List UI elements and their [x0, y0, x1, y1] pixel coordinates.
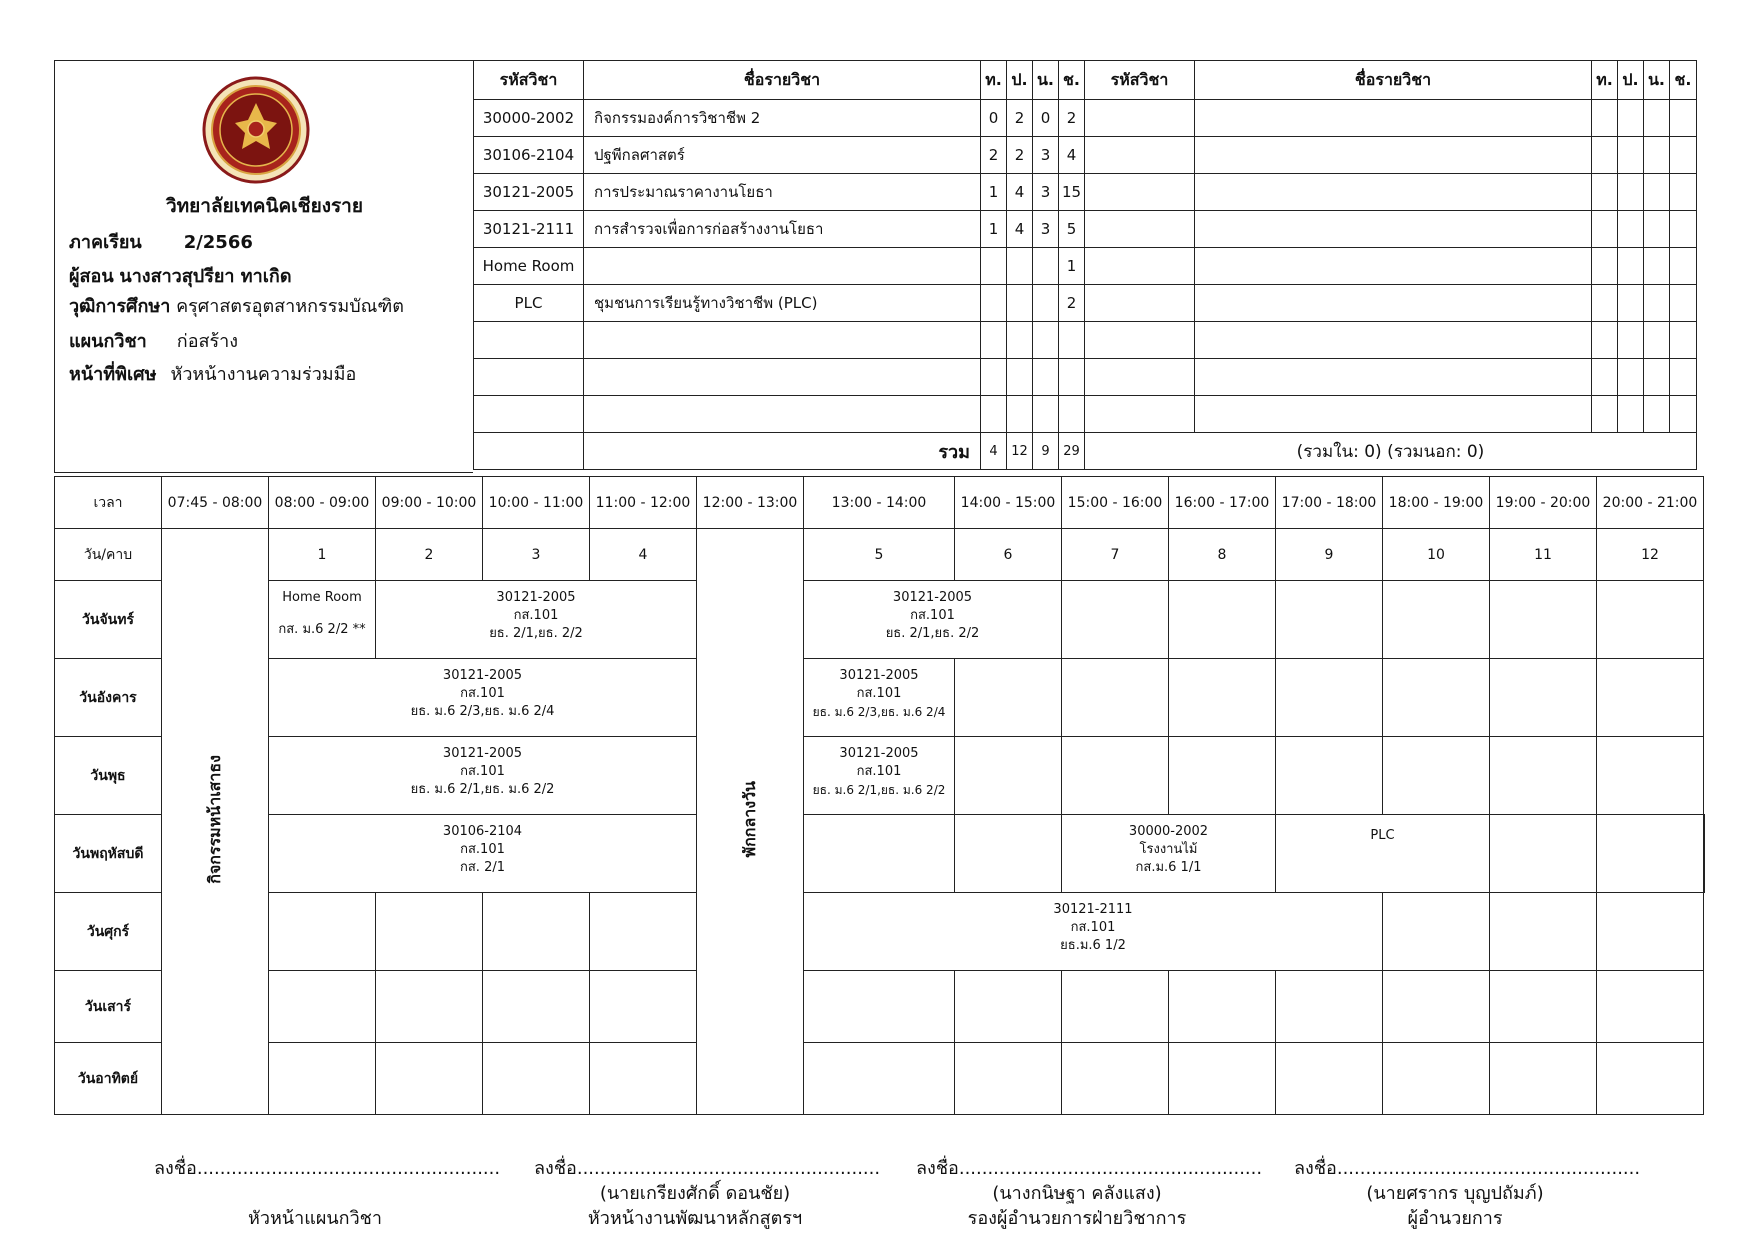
header-p-2: ป. [1618, 61, 1644, 100]
subject-c: 15 [1059, 174, 1085, 211]
period-number: 1 [269, 529, 376, 581]
day-label: วันพฤหัสบดี [55, 815, 162, 893]
period-number: 4 [590, 529, 697, 581]
time-slot: 17:00 - 18:00 [1276, 477, 1383, 529]
day-row-wednesday [55, 737, 1705, 815]
subject-name: การประมาณราคางานโยธา [584, 174, 981, 211]
time-slot: 08:00 - 09:00 [269, 477, 376, 529]
day-label: วันพุธ [55, 737, 162, 815]
total-note: (รวมใน: 0) (รวมนอก: 0) [1085, 433, 1697, 470]
lunch-break-column [697, 529, 804, 1115]
header-p: ป. [1007, 61, 1033, 100]
class-code: 30121-2111 [1053, 902, 1133, 917]
period-number: 11 [1490, 529, 1597, 581]
day-row-tuesday [55, 659, 1705, 737]
period-number: 2 [376, 529, 483, 581]
class-cell [804, 659, 955, 737]
day-label: วันจันทร์ [55, 581, 162, 659]
period-number: 5 [804, 529, 955, 581]
subject-code: 30000-2002 [474, 100, 584, 137]
day-label: วันอาทิตย์ [55, 1043, 162, 1115]
class-group: กส.ม.6 1/1 [1135, 860, 1202, 875]
subject-name: ปฐพีกลศาสตร์ [584, 137, 981, 174]
day-row-saturday [55, 971, 1705, 1043]
subject-row [474, 100, 1697, 137]
lunch-break-label: พักกลางวัน [740, 780, 759, 858]
subject-t: 0 [981, 100, 1007, 137]
class-group: กส. ม.6 2/2 ** [278, 622, 366, 637]
subject-n [1033, 285, 1059, 322]
subject-n: 3 [1033, 174, 1059, 211]
college-seal-icon [201, 75, 311, 185]
signature-block-dept-head [150, 1156, 501, 1231]
subject-p [1007, 285, 1033, 322]
time-slot: 07:45 - 08:00 [162, 477, 269, 529]
subject-t: 2 [981, 137, 1007, 174]
class-cell [269, 737, 697, 815]
period-label: วัน/คาบ [55, 529, 162, 581]
header-code-2: รหัสวิชา [1085, 61, 1195, 100]
class-cell [1276, 815, 1490, 893]
subject-row-empty [474, 359, 1697, 396]
time-slot: 10:00 - 11:00 [483, 477, 590, 529]
day-label: วันเสาร์ [55, 971, 162, 1043]
total-t: 4 [981, 433, 1007, 470]
class-room: โรงงานไม้ [1139, 842, 1198, 857]
subject-row [474, 137, 1697, 174]
class-room: กส.101 [910, 608, 955, 623]
day-label: วันอังคาร [55, 659, 162, 737]
signer-name: (นางกนิษฐา คลังแสง) [992, 1183, 1162, 1204]
subject-t [981, 285, 1007, 322]
teacher-info: ผู้สอน นางสาวสุปรียา ทาเกิด [69, 266, 292, 287]
class-code: 30121-2005 [892, 590, 973, 605]
signer-role: หัวหน้างานพัฒนาหลักสูตรฯ [587, 1208, 803, 1229]
day-row-friday [55, 893, 1705, 971]
subject-code: Home Room [474, 248, 584, 285]
teacher-info-panel [54, 60, 473, 473]
subject-name: กิจกรรมองค์การวิชาชีพ 2 [584, 100, 981, 137]
header-name-2: ชื่อรายวิชา [1195, 61, 1592, 100]
signature-block-director [1290, 1156, 1641, 1231]
subject-name [584, 248, 981, 285]
class-cell [269, 815, 697, 893]
subject-t: 1 [981, 174, 1007, 211]
subject-c: 2 [1059, 100, 1085, 137]
class-room: กส.101 [856, 764, 902, 779]
day-row-thursday [55, 815, 1705, 893]
class-group: ยธ.ม.6 1/2 [1060, 938, 1126, 953]
class-group: กส. 2/1 [460, 860, 505, 875]
header-c-2: ช. [1670, 61, 1697, 100]
class-room: กส.101 [513, 608, 559, 623]
time-label: เวลา [55, 477, 162, 529]
subject-c: 1 [1059, 248, 1085, 285]
class-cell [269, 659, 697, 737]
class-code: 30121-2005 [839, 668, 919, 683]
period-number: 10 [1383, 529, 1490, 581]
time-header-row [55, 477, 1705, 529]
class-group: ยธ. ม.6 2/1,ยธ. ม.6 2/2 [410, 782, 555, 797]
subject-c: 2 [1059, 285, 1085, 322]
class-cell [269, 581, 376, 659]
term-info: ภาคเรียน 2/2566 [69, 232, 253, 253]
subject-name: ชุมชนการเรียนรู้ทางวิชาชีพ (PLC) [584, 285, 981, 322]
signer-name: (นายศรากร บุญปถัมภ์) [1366, 1183, 1544, 1204]
header-n: น. [1033, 61, 1059, 100]
total-n: 9 [1033, 433, 1059, 470]
time-slot: 09:00 - 10:00 [376, 477, 483, 529]
subject-n: 3 [1033, 211, 1059, 248]
class-group: ยธ. ม.6 2/1,ยธ. ม.6 2/2 [812, 783, 946, 797]
subject-t: 1 [981, 211, 1007, 248]
subject-p [1007, 248, 1033, 285]
college-name: วิทยาลัยเทคนิคเชียงราย [165, 195, 363, 217]
signer-role: รองผู้อำนวยการฝ่ายวิชาการ [967, 1208, 1187, 1229]
subject-row [474, 174, 1697, 211]
subject-header-row [474, 61, 1697, 100]
subject-p: 4 [1007, 174, 1033, 211]
class-cell [804, 737, 955, 815]
subject-row [474, 248, 1697, 285]
subject-row [474, 285, 1697, 322]
class-code: 30121-2005 [442, 668, 523, 683]
time-slot: 12:00 - 13:00 [697, 477, 804, 529]
subject-p: 2 [1007, 100, 1033, 137]
day-label: วันศุกร์ [55, 893, 162, 971]
period-number: 6 [955, 529, 1062, 581]
subject-code: PLC [474, 285, 584, 322]
signer-name: (นายเกรียงศักดิ์ ดอนชัย) [599, 1183, 791, 1204]
subject-table [473, 60, 1697, 470]
subject-n: 0 [1033, 100, 1059, 137]
period-number: 9 [1276, 529, 1383, 581]
subject-total-row [474, 433, 1697, 470]
signature-line: ลงชื่อ..................................................... [534, 1158, 881, 1179]
header-c: ช. [1059, 61, 1085, 100]
period-number: 8 [1169, 529, 1276, 581]
signature-block-deputy-director [912, 1156, 1263, 1231]
signature-line: ลงชื่อ..................................................... [1294, 1158, 1641, 1179]
signer-role: ผู้อำนวยการ [1407, 1208, 1503, 1229]
class-code: PLC [1370, 828, 1395, 843]
header-t: ท. [981, 61, 1007, 100]
period-number: 7 [1062, 529, 1169, 581]
flag-activity-column [162, 529, 269, 1115]
total-p: 12 [1007, 433, 1033, 470]
weekly-timetable [54, 476, 1705, 1115]
subject-row-empty [474, 396, 1697, 433]
period-header-row [55, 529, 1705, 581]
subject-code: 30121-2111 [474, 211, 584, 248]
time-slot: 14:00 - 15:00 [955, 477, 1062, 529]
header-name: ชื่อรายวิชา [584, 61, 981, 100]
header-n-2: น. [1644, 61, 1670, 100]
class-group: ยธ. 2/1,ยธ. 2/2 [489, 626, 583, 641]
class-room: กส.101 [1070, 920, 1116, 935]
class-code: 30121-2005 [442, 746, 523, 761]
header-code: รหัสวิชา [474, 61, 584, 100]
class-code: Home Room [282, 590, 362, 605]
time-slot: 13:00 - 14:00 [804, 477, 955, 529]
class-code: 30106-2104 [442, 824, 523, 839]
time-slot: 19:00 - 20:00 [1490, 477, 1597, 529]
class-group: ยธ. ม.6 2/3,ยธ. ม.6 2/4 [410, 704, 555, 719]
signer-role: หัวหน้าแผนกวิชา [247, 1208, 383, 1229]
class-cell [1062, 815, 1276, 893]
time-slot: 11:00 - 12:00 [590, 477, 697, 529]
header-t-2: ท. [1592, 61, 1618, 100]
class-code: 30121-2005 [496, 590, 576, 605]
subject-code: 30106-2104 [474, 137, 584, 174]
time-slot: 20:00 - 21:00 [1597, 477, 1704, 529]
total-c: 29 [1059, 433, 1085, 470]
subject-row [474, 211, 1697, 248]
subject-n: 3 [1033, 137, 1059, 174]
department-info: แผนกวิชา ก่อสร้าง [69, 331, 239, 352]
subject-p: 4 [1007, 211, 1033, 248]
class-cell [804, 581, 1062, 659]
class-cell [804, 893, 1383, 971]
time-slot: 18:00 - 19:00 [1383, 477, 1490, 529]
period-number: 12 [1597, 529, 1704, 581]
flag-activity-label: กิจกรรมหน้าเสาธง [205, 754, 224, 884]
subject-n [1033, 248, 1059, 285]
class-room: กส.101 [460, 764, 505, 779]
subject-row-empty [474, 322, 1697, 359]
class-room: กส.101 [460, 686, 505, 701]
day-row-sunday [55, 1043, 1705, 1115]
class-group: ยธ. ม.6 2/3,ยธ. ม.6 2/4 [812, 705, 946, 719]
class-group: ยธ. 2/1,ยธ. 2/2 [885, 626, 980, 641]
signature-line: ลงชื่อ..................................................... [154, 1158, 501, 1179]
subject-name: การสำรวจเพื่อการก่อสร้างงานโยธา [584, 211, 981, 248]
class-room: กส.101 [460, 842, 505, 857]
time-slot: 16:00 - 17:00 [1169, 477, 1276, 529]
day-row-monday [55, 581, 1705, 659]
class-code: 30000-2002 [1128, 824, 1209, 839]
subject-p: 2 [1007, 137, 1033, 174]
signature-block-curriculum-head [530, 1156, 881, 1231]
class-cell [376, 581, 697, 659]
subject-code: 30121-2005 [474, 174, 584, 211]
time-slot: 15:00 - 16:00 [1062, 477, 1169, 529]
signature-line: ลงชื่อ..................................................... [916, 1158, 1263, 1179]
subject-t [981, 248, 1007, 285]
subject-c: 4 [1059, 137, 1085, 174]
total-label: รวม [584, 433, 981, 470]
period-number: 3 [483, 529, 590, 581]
degree-info: วุฒิการศึกษา ครุศาสตรอุตสาหกรรมบัณฑิต [69, 296, 404, 317]
subject-c: 5 [1059, 211, 1085, 248]
class-code: 30121-2005 [839, 746, 919, 761]
signer-name [150, 1181, 480, 1206]
class-room: กส.101 [856, 686, 902, 701]
special-duty-info: หน้าที่พิเศษ หัวหน้างานความร่วมมือ [69, 364, 357, 385]
